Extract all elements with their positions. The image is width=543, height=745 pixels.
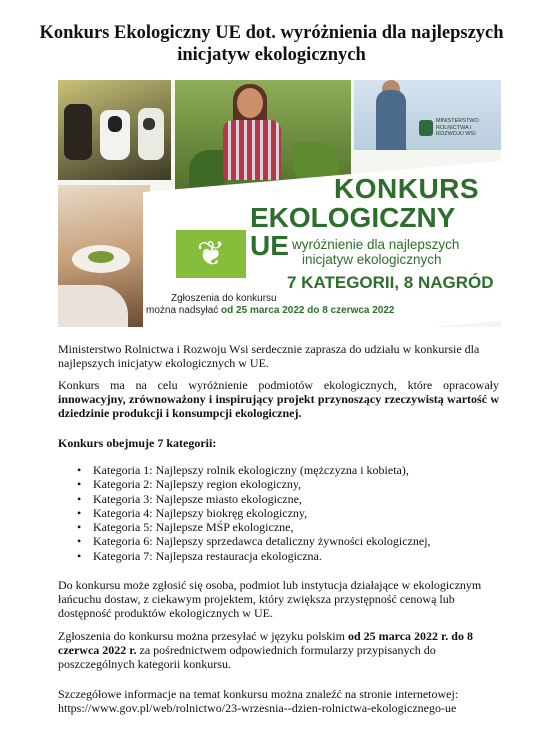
list-item: • Kategoria 1: Najlepszy rolnik ekologiczny (mężczyzna i kobieta),: [77, 463, 409, 477]
goal-paragraph: Konkurs ma na celu wyróżnienie podmiotów ekologicznych, które opracowały innowacyjny, zrównoważony i inspirujący projekt przynoszący rzeczywistą wartość w dziedzinie produkcji i konsumpcji ekologicznej.: [58, 378, 499, 421]
list-item: • Kategoria 3: Najlepsze miasto ekologiczne,: [77, 491, 302, 506]
list-item: • Kategoria 2: Najlepszy region ekologiczny,: [77, 477, 302, 492]
info-paragraph: Szczegółowe informacje na temat konkursu można znaleźć na stronie internetowej: https://www.gov.pl/web/rolnictwo/23-wrzesnia--dzien-rolnictwa-ekologicznego-ue: [58, 687, 499, 715]
submission-paragraph: Zgłoszenia do konkursu można przesyłać w języku polskim od 25 marca 2022 r. do 8 czerwca 2022 r. za pośrednictwem odpowiednich formularzy przypisanych do poszczególnych kategorii konkursu.: [58, 629, 473, 672]
eligibility-paragraph: Do konkursu może zgłosić się osoba, podmiot lub instytucja działające w ekologicznym łańcuchu dostaw, z ciekawym projektem, który zwiększa przystępność cenową lub dostępność produktów ekologicznych w UE.: [58, 578, 482, 621]
list-item: • Kategoria 7: Najlepsza restauracja ekologiczna.: [77, 548, 322, 563]
banner-subhead-1: wyróżnienie dla najlepszych: [292, 237, 460, 252]
banner-submissions-line-2: można nadsyłać od 25 marca 2022 do 8 czerwca 2022: [146, 305, 395, 316]
contest-banner: [58, 80, 501, 327]
banner-subhead-2: inicjatyw ekologicznych: [302, 252, 442, 267]
eu-organic-logo: [176, 230, 246, 278]
ministry-logo: MINISTERSTWO ROLNICTWA I ROZWOJU WSI: [419, 118, 489, 140]
intro-paragraph: Ministerstwo Rolnictwa i Rozwoju Wsi serdecznie zaprasza do udziału w konkursie dla najlepszych inicjatyw ekologicznych w UE.: [58, 342, 480, 371]
banner-headline-2: EKOLOGICZNY UE: [250, 202, 455, 261]
banner-headline-1: KONKURS: [334, 173, 480, 204]
food-plate-photo: [58, 185, 150, 327]
banner-submissions-line-1: Zgłoszenia do konkursu: [171, 293, 277, 304]
list-item: • Kategoria 5: Najlepsze MŚP ekologiczne,: [77, 520, 294, 535]
eu-organic-leaf-icon: ❦: [196, 234, 226, 274]
document-title: Konkurs Ekologiczny UE dot. wyróżnienia dla najlepszych inicjatyw ekologicznych: [39, 23, 504, 65]
website-link[interactable]: https://www.gov.pl/web/rolnictwo/23-wrzesnia--dzien-rolnictwa-ekologicznego-ue: [58, 701, 457, 716]
categories-heading: Konkurs obejmuje 7 kategorii:: [58, 436, 217, 450]
banner-categories-awards: 7 KATEGORII, 8 NAGRÓD: [287, 273, 494, 292]
cows-photo: [58, 80, 171, 180]
farmer-man-photo: [354, 80, 501, 150]
eagle-emblem-icon: [419, 120, 433, 136]
list-item: • Kategoria 4: Najlepszy biokręg ekologiczny,: [77, 505, 308, 520]
list-item: • Kategoria 6: Najlepszy sprzedawca detaliczny żywności ekologicznej,: [77, 534, 431, 549]
categories-list: [71, 463, 501, 563]
